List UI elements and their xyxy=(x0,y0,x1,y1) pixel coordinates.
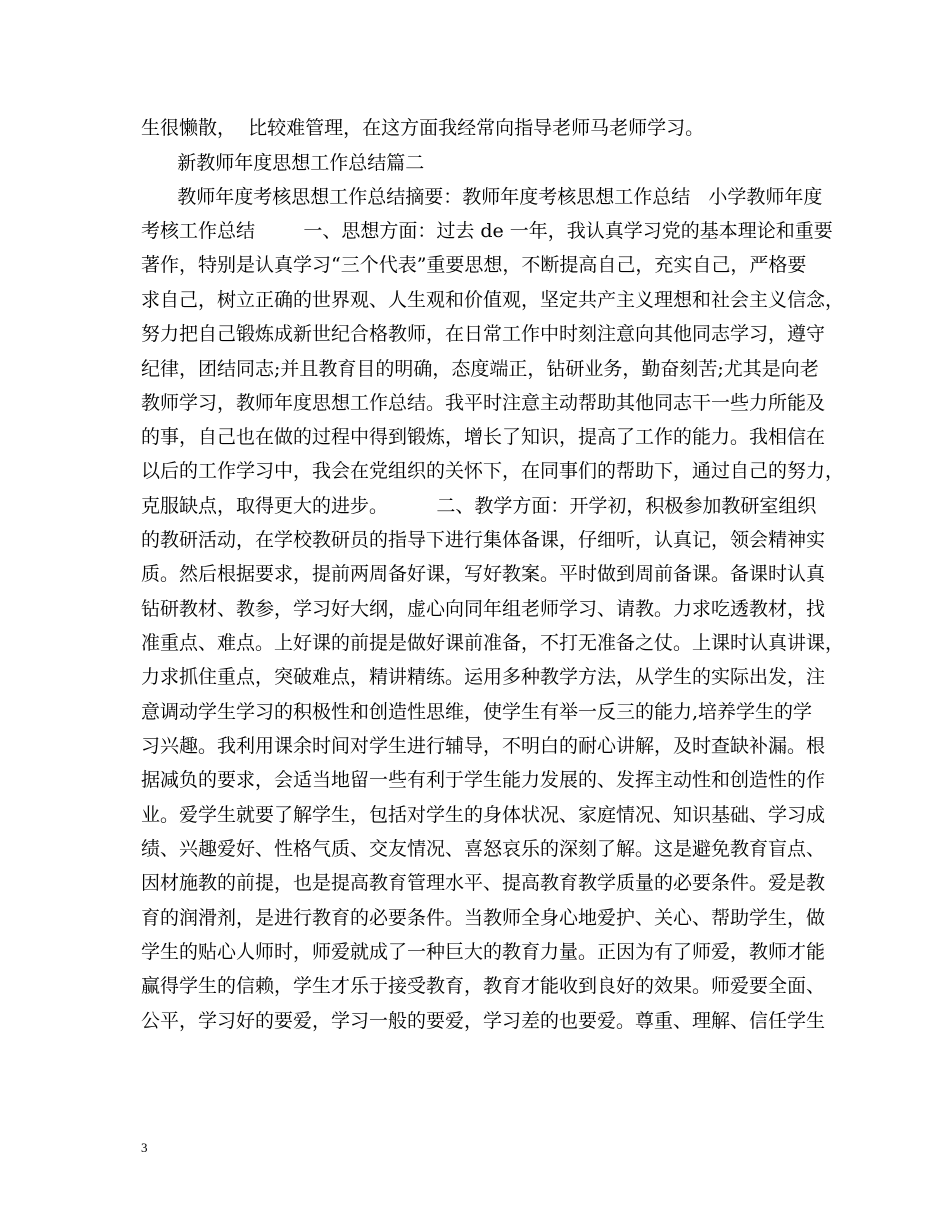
text-line: 学生的贴心人师时，师爱就成了一种巨大的教育力量。正因为有了师爱，教师才能 xyxy=(141,941,826,963)
page-number: 3 xyxy=(141,1140,148,1155)
text-line: 考核工作总结 一、思想方面：过去 de 一年，我认真学习党的基本理论和重要 xyxy=(141,220,833,242)
text-line: 习兴趣。我利用课余时间对学生进行辅导，不明白的耐心讲解，及时查缺补漏。根 xyxy=(141,735,826,757)
text-line: 著作，特别是认真学习“三个代表”重要思想，不断提高自己，充实自己，严格要 xyxy=(141,254,807,276)
text-line: 求自己，树立正确的世界观、人生观和价值观，坚定共产主义理想和社会主义信念， xyxy=(141,289,845,311)
text-line: 教师年度考核思想工作总结摘要：教师年度考核思想工作总结 小学教师年度 xyxy=(141,186,823,208)
text-line: 教师学习，教师年度思想工作总结。我平时注意主动帮助其他同志干一些力所能及 xyxy=(141,392,826,414)
text-line: 公平，学习好的要爱，学习一般的要爱，学习差的也要爱。尊重、理解、信任学生 xyxy=(141,1010,826,1032)
text-line: 钻研教材、教参，学习好大纲，虚心向同年组老师学习、请教。力求吃透教材，找 xyxy=(141,598,826,620)
text-line: 以后的工作学习中，我会在党组织的关怀下，在同事们的帮助下，通过自己的努力， xyxy=(141,460,845,482)
text-line: 生很懒散， 比较难管理，在这方面我经常向指导老师马老师学习。 xyxy=(141,117,705,139)
text-line: 的教研活动，在学校教研员的指导下进行集体备课，仔细听，认真记，领会精神实 xyxy=(141,529,826,551)
text-line: 纪律，团结同志;并且教育目的明确，态度端正，钻研业务，勤奋刻苦;尤其是向老 xyxy=(141,358,819,380)
text-line: 努力把自己锻炼成新世纪合格教师，在日常工作中时刻注意向其他同志学习，遵守 xyxy=(141,323,826,345)
text-line: 准重点、难点。上好课的前提是做好课前准备，不打无准备之仗。上课时认真讲课， xyxy=(141,632,845,654)
text-line: 绩、兴趣爱好、性格气质、交友情况、喜怒哀乐的深刻了解。这是避免教育盲点、 xyxy=(141,838,826,860)
text-line: 据减负的要求，会适当地留一些有利于学生能力发展的、发挥主动性和创造性的作 xyxy=(141,769,826,791)
text-line: 克服缺点，取得更大的进步。 二、教学方面：开学初，积极参加教研室组织 xyxy=(141,495,817,517)
text-line: 因材施教的前提，也是提高教育管理水平、提高教育教学质量的必要条件。爱是教 xyxy=(141,872,826,894)
text-line: 业。爱学生就要了解学生，包括对学生的身体状况、家庭情况、知识基础、学习成 xyxy=(141,804,826,826)
text-line: 的事，自己也在做的过程中得到锻炼，增长了知识，提高了工作的能力。我相信在 xyxy=(141,426,826,448)
text-line: 育的润滑剂，是进行教育的必要条件。当教师全身心地爱护、关心、帮助学生，做 xyxy=(141,907,826,929)
text-line: 赢得学生的信赖，学生才乐于接受教育，教育才能收到良好的效果。师爱要全面、 xyxy=(141,975,826,997)
text-line: 意调动学生学习的积极性和创造性思维，使学生有举一反三的能力,培养学生的学 xyxy=(141,701,813,723)
text-line: 力求抓住重点，突破难点，精讲精练。运用多种教学方法，从学生的实际出发，注 xyxy=(141,666,826,688)
section-heading: 新教师年度思想工作总结篇二 xyxy=(141,152,425,174)
text-line: 质。然后根据要求，提前两周备好课，写好教案。平时做到周前备课。备课时认真 xyxy=(141,563,826,585)
